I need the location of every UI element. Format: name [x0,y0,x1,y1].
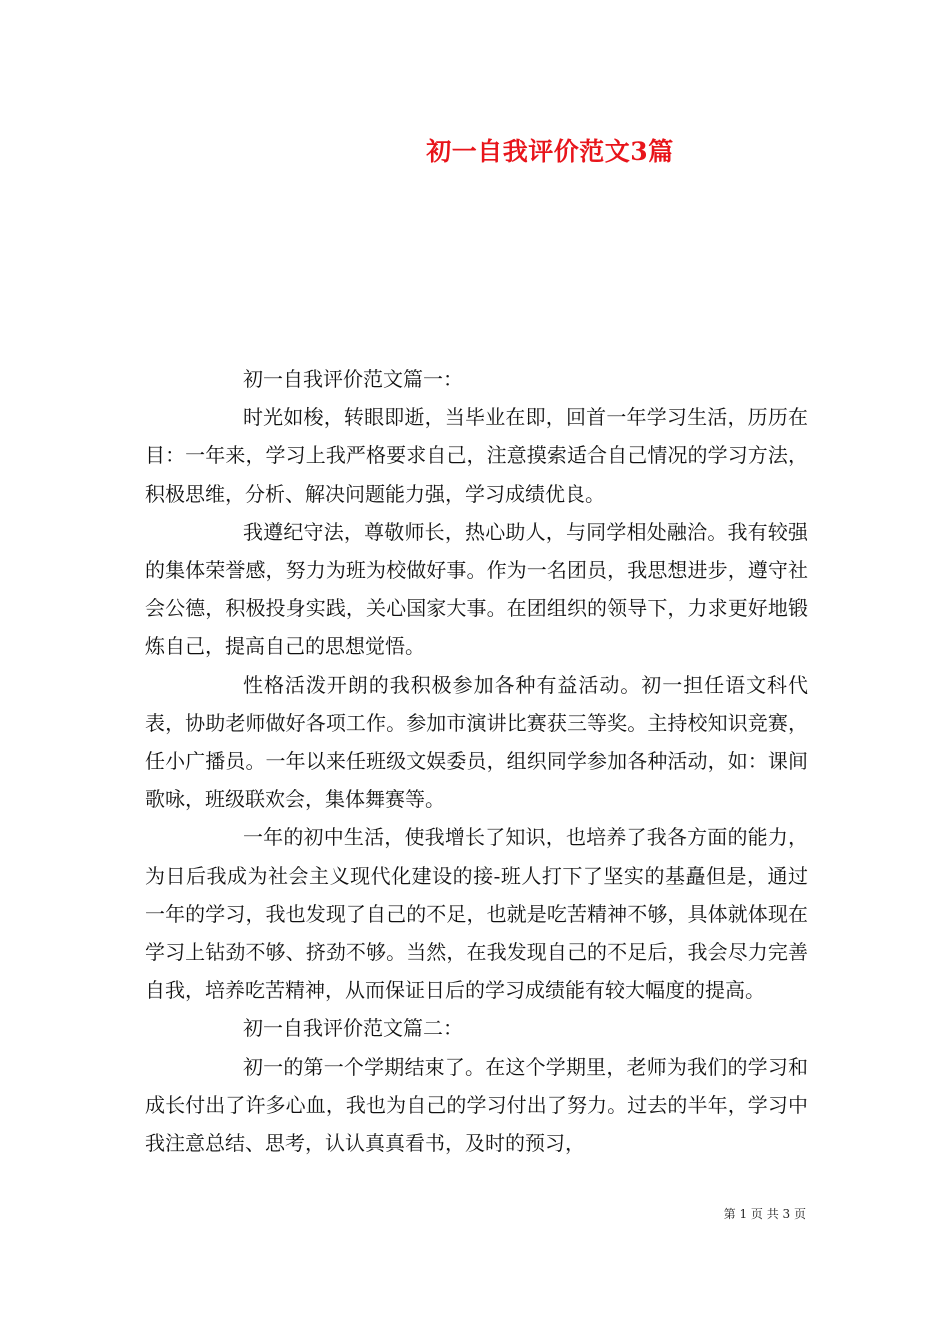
document-title: 初一自我评价范文3篇 [426,137,674,166]
section-heading-2: 初一自我评价范文篇二： [243,1016,463,1041]
paragraph: 性格活泼开朗的我积极参加各种有益活动。初一担任语文科代表，协助老师做好各项工作。参加市演讲比赛获三等奖。主持校知识竞赛，任小广播员。一年以来任班级文娱委员，组织同学参加各种活动，如：课间歌咏，班级联欢会，集体舞赛等。 [145,672,808,812]
paragraph: 时光如梭，转眼即逝，当毕业在即，回首一年学习生活，历历在目：一年来，学习上我严格要求自己，注意摸索适合自己情况的学习方法，积极思维，分析、解决问题能力强，学习成绩优良。 [145,405,808,506]
section-heading-1: 初一自我评价范文篇一： [243,367,463,391]
paragraph: 初一的第一个学期结束了。在这个学期里，老师为我们的学习和成长付出了许多心血，我也为自己的学习付出了努力。过去的半年，学习中我注意总结、思考，认认真真看书，及时的预习， [145,1054,808,1156]
paragraph: 我遵纪守法，尊敬师长，热心助人，与同学相处融洽。我有较强的集体荣誉感，努力为班为校做好事。作为一名团员，我思想进步，遵守社会公德，积极投身实践，关心国家大事。在团组织的领导下，力求更好地锻炼自己，提高自己的思想觉悟。 [145,519,808,659]
document-body [145,360,808,1162]
page-number-footer: 第 1 页 共 3 页 [723,1207,806,1221]
paragraph: 一年的初中生活，使我增长了知识，也培养了我各方面的能力，为日后我成为社会主义现代化建设的接-班人打下了坚实的基矗但是，通过一年的学习，我也发现了自己的不足，也就是吃苦精神不够，具体就体现在学习上钻劲不够、挤劲不够。当然，在我发现自己的不足后，我会尽力完善自我，培养吃苦精神，从而保证日后的学习成绩能有较大幅度的提高。 [145,825,808,1003]
